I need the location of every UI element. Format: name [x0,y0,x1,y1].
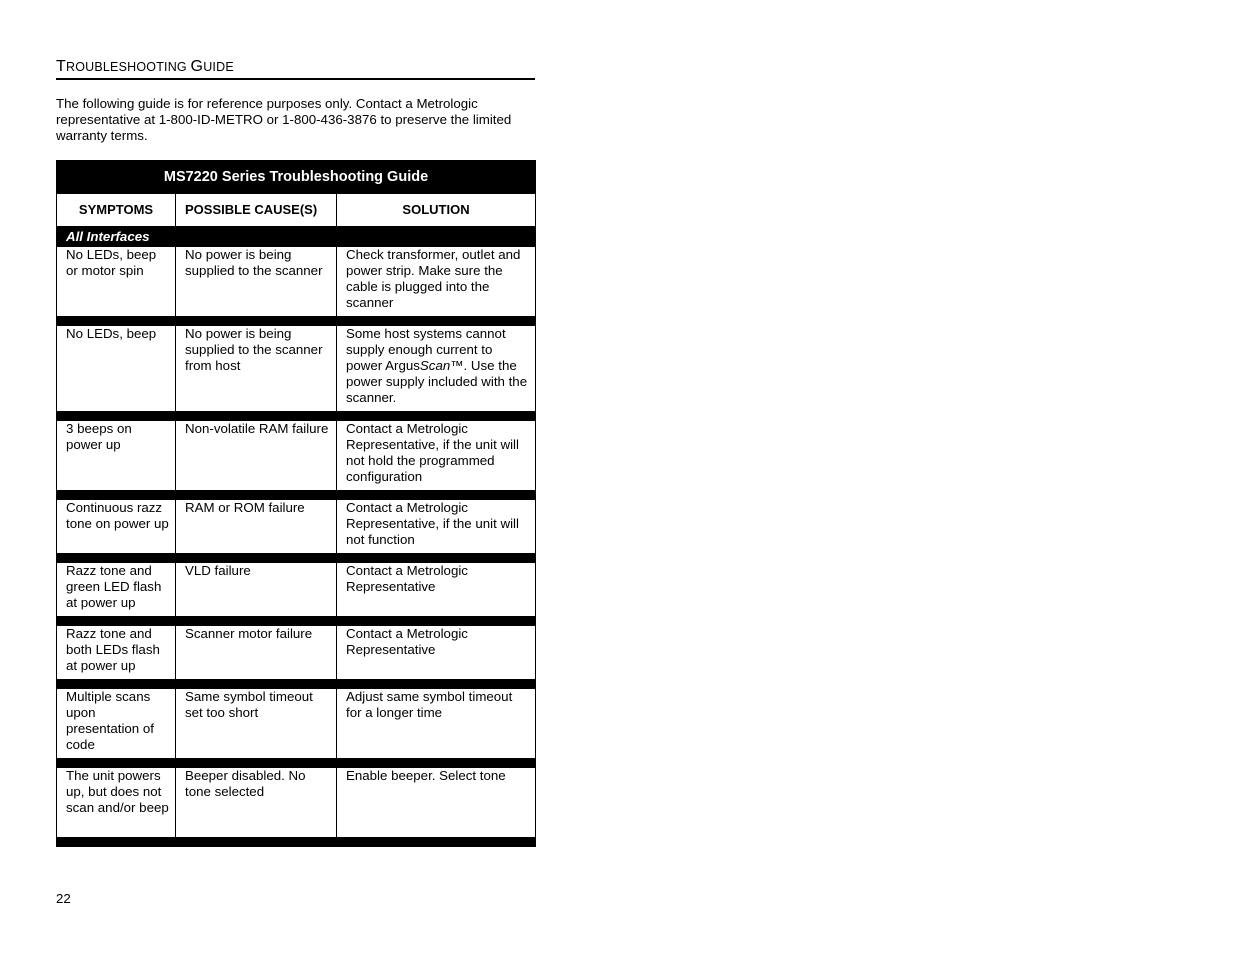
row-separator [57,617,536,626]
cause-cell: Non-volatile RAM failure [176,421,337,491]
solution-cell [337,326,536,412]
symptom-cell: The unit powers up, but does not scan and/or beep [57,768,176,838]
table-row [57,563,536,617]
troubleshooting-table [56,160,536,847]
cause-cell: Beeper disabled. No tone selected [176,768,337,838]
intro-paragraph: The following guide is for reference purposes only. Contact a Metrologic representative at 1-800-ID-METRO or 1-800-436-3876 to preserve the limited warranty terms. [56,96,512,143]
table-row [57,326,536,412]
symptom-cell: Multiple scans upon presentation of code [57,689,176,759]
row-separator [57,838,536,847]
page-number: 22 [56,891,71,906]
row-separator [57,759,536,768]
header-possible-causes: POSSIBLE CAUSE(S) [176,194,337,227]
table-title-row [57,161,536,194]
heading-smallcaps-1: ROUBLESHOOTING [65,60,191,74]
solution-cell: Enable beeper. Select tone [337,768,536,838]
solution-cell: Contact a Metrologic Representative, if the unit will not hold the programmed configuration [337,421,536,491]
heading-initial-1: T [56,58,66,75]
table-header-row [57,194,536,227]
symptom-cell: Razz tone and both LEDs flash at power up [57,626,176,680]
table-row [57,247,536,317]
solution-text: Some host systems cannot supply enough current to power Argus [346,326,506,373]
symptom-cell: No LEDs, beep or motor spin [57,247,176,317]
cause-cell: RAM or ROM failure [176,500,337,554]
symptom-cell: Razz tone and green LED flash at power up [57,563,176,617]
symptom-cell: No LEDs, beep [57,326,176,412]
row-separator [57,554,536,563]
table-row [57,768,536,838]
solution-cell: Contact a Metrologic Representative [337,563,536,617]
row-separator [57,680,536,689]
solution-text-end: ™. Use the power supply included with the scanner. [346,358,528,405]
section-heading [56,57,535,80]
section-label: All Interfaces [57,227,536,247]
row-separator [57,412,536,421]
cause-cell: No power is being supplied to the scanner from host [176,326,337,412]
solution-cell: Contact a Metrologic Representative, if the unit will not function [337,500,536,554]
solution-cell: Check transformer, outlet and power strip. Make sure the cable is plugged into the scanner [337,247,536,317]
row-separator [57,491,536,500]
table-title: MS7220 Series Troubleshooting Guide [57,161,536,194]
heading-initial-2: G [190,58,204,75]
solution-cell: Adjust same symbol timeout for a longer time [337,689,536,759]
header-solution: SOLUTION [337,194,536,227]
table-row [57,626,536,680]
cause-cell: VLD failure [176,563,337,617]
symptom-cell: Continuous razz tone on power up [57,500,176,554]
cause-cell: Scanner motor failure [176,626,337,680]
section-row [57,227,536,247]
table-row [57,689,536,759]
symptom-cell: 3 beeps on power up [57,421,176,491]
row-separator [57,317,536,326]
header-symptoms: SYMPTOMS [57,194,176,227]
heading-smallcaps-2: UIDE [203,60,234,74]
table-row [57,421,536,491]
table-row [57,500,536,554]
cause-cell: Same symbol timeout set too short [176,689,337,759]
cause-cell: No power is being supplied to the scanner [176,247,337,317]
solution-cell: Contact a Metrologic Representative [337,626,536,680]
solution-italic-text: Scan [419,358,451,373]
